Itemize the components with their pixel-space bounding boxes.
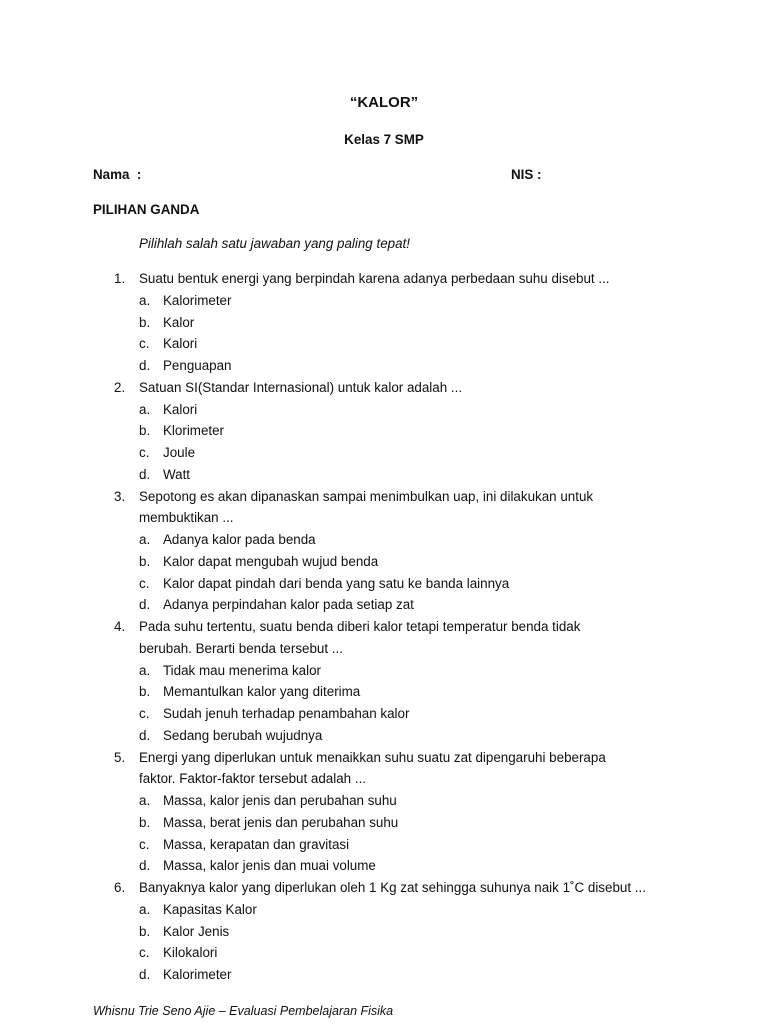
question-text: berubah. Berarti benda tersebut ... (139, 640, 343, 656)
option-letter: a. (139, 793, 151, 808)
option-letter: d. (139, 466, 151, 482)
option-text: Kalor dapat mengubah wujud benda (163, 553, 379, 569)
option-letter: b. (139, 684, 151, 700)
option-letter: b. (139, 553, 151, 569)
answer-option (0, 312, 768, 334)
option-letter: b. (139, 423, 151, 439)
option-letter: a. (139, 901, 151, 917)
footer-text: Whisnu Trie Seno Ajie – Evaluasi Pembelajaran Fisika (93, 1004, 394, 1018)
option-letter: d. (139, 597, 151, 613)
document-title: “KALOR” (349, 94, 419, 111)
option-letter: c. (139, 706, 150, 721)
option-letter: b. (139, 314, 151, 330)
question-item (0, 377, 768, 486)
option-letter: b. (139, 814, 151, 830)
question-text: Energi yang diperlukan untuk menaikkan suhu suatu zat dipengaruhi beberapa (139, 749, 606, 765)
option-text: Massa, berat jenis dan perubahan suhu (163, 814, 399, 830)
option-text: Adanya kalor pada benda (163, 532, 316, 547)
option-letter: a. (139, 532, 151, 547)
answer-option (0, 681, 768, 703)
nis-label: NIS : (511, 167, 542, 182)
answer-option (0, 529, 768, 551)
question-line (0, 877, 768, 899)
answer-option (0, 703, 768, 725)
answer-option (0, 942, 768, 964)
option-text: Kalor (163, 314, 195, 330)
question-number: 6. (114, 880, 126, 895)
answer-option (0, 790, 768, 812)
question-number: 2. (114, 379, 126, 395)
question-number: 1. (114, 271, 126, 286)
option-letter: c. (139, 445, 150, 460)
question-line (0, 507, 768, 529)
option-text: Kalor Jenis (163, 923, 230, 939)
answer-option (0, 464, 768, 486)
nama-label: Nama : (93, 167, 142, 182)
option-letter: d. (139, 358, 151, 373)
option-letter: d. (139, 727, 151, 743)
question-text: Pada suhu tertentu, suatu benda diberi kalor tetapi temperatur benda tidak (139, 619, 581, 634)
question-text: Suatu bentuk energi yang berpindah karena adanya perbedaan suhu disebut ... (139, 271, 610, 286)
answer-option (0, 921, 768, 943)
option-text: Kalorimeter (163, 292, 232, 308)
option-text: Massa, kerapatan dan gravitasi (163, 836, 350, 852)
option-text: Sedang berubah wujudnya (163, 727, 323, 743)
option-text: Massa, kalor jenis dan perubahan suhu (163, 793, 397, 808)
question-item (0, 747, 768, 878)
option-letter: c. (139, 836, 150, 852)
question-text: Satuan SI(Standar Internasional) untuk kalor adalah ... (139, 379, 463, 395)
option-text: Kalori (163, 401, 198, 417)
question-item (0, 268, 768, 377)
question-line (0, 768, 768, 790)
question-text: Banyaknya kalor yang diperlukan oleh 1 Kg zat sehingga suhunya naik 1˚C disebut ... (139, 880, 646, 895)
answer-option (0, 834, 768, 856)
option-text: Watt (163, 466, 191, 482)
answer-option (0, 725, 768, 747)
option-letter: c. (139, 336, 150, 352)
answer-option (0, 899, 768, 921)
option-letter: c. (139, 575, 150, 591)
option-letter: a. (139, 662, 151, 678)
option-letter: c. (139, 945, 150, 961)
option-text: Sudah jenuh terhadap penambahan kalor (163, 706, 410, 721)
question-text: Sepotong es akan dipanaskan sampai menimbulkan uap, ini dilakukan untuk (139, 488, 594, 504)
answer-option (0, 420, 768, 442)
question-item (0, 486, 768, 617)
answer-option (0, 964, 768, 986)
option-text: Penguapan (163, 358, 232, 373)
option-letter: d. (139, 967, 151, 982)
option-text: Kapasitas Kalor (163, 901, 257, 917)
option-text: Memantulkan kalor yang diterima (163, 684, 361, 700)
option-text: Kalori (163, 336, 198, 352)
answer-option (0, 333, 768, 355)
question-text: faktor. Faktor-faktor tersebut adalah ... (139, 771, 367, 787)
question-list (0, 268, 768, 986)
option-text: Kalor dapat pindah dari benda yang satu ke banda lainnya (163, 575, 510, 591)
question-text: membuktikan ... (139, 510, 234, 526)
section-title: PILIHAN GANDA (93, 202, 200, 217)
option-text: Kalorimeter (163, 967, 232, 982)
answer-option (0, 594, 768, 616)
option-letter: b. (139, 923, 151, 939)
instruction-text: Pilihlah salah satu jawaban yang paling tepat! (139, 236, 410, 251)
option-text: Kilokalori (163, 945, 218, 961)
question-item (0, 877, 768, 986)
document-subtitle: Kelas 7 SMP (344, 132, 424, 147)
answer-option (0, 399, 768, 421)
question-item (0, 616, 768, 747)
option-letter: d. (139, 858, 151, 874)
question-line (0, 747, 768, 769)
option-text: Joule (163, 445, 196, 460)
question-number: 4. (114, 619, 126, 634)
answer-option (0, 855, 768, 877)
option-text: Tidak mau menerima kalor (163, 662, 322, 678)
option-text: Adanya perpindahan kalor pada setiap zat (163, 597, 414, 613)
option-letter: a. (139, 292, 151, 308)
option-text: Massa, kalor jenis dan muai volume (163, 858, 376, 874)
answer-option (0, 812, 768, 834)
answer-option (0, 660, 768, 682)
question-number: 5. (114, 749, 126, 765)
question-line (0, 616, 768, 638)
question-line (0, 638, 768, 660)
answer-option (0, 573, 768, 595)
answer-option (0, 551, 768, 573)
answer-option (0, 355, 768, 377)
option-text: Klorimeter (163, 423, 225, 439)
option-letter: a. (139, 401, 151, 417)
answer-option (0, 290, 768, 312)
question-number: 3. (114, 488, 126, 504)
question-line (0, 377, 768, 399)
question-line (0, 268, 768, 290)
question-line (0, 486, 768, 508)
answer-option (0, 442, 768, 464)
